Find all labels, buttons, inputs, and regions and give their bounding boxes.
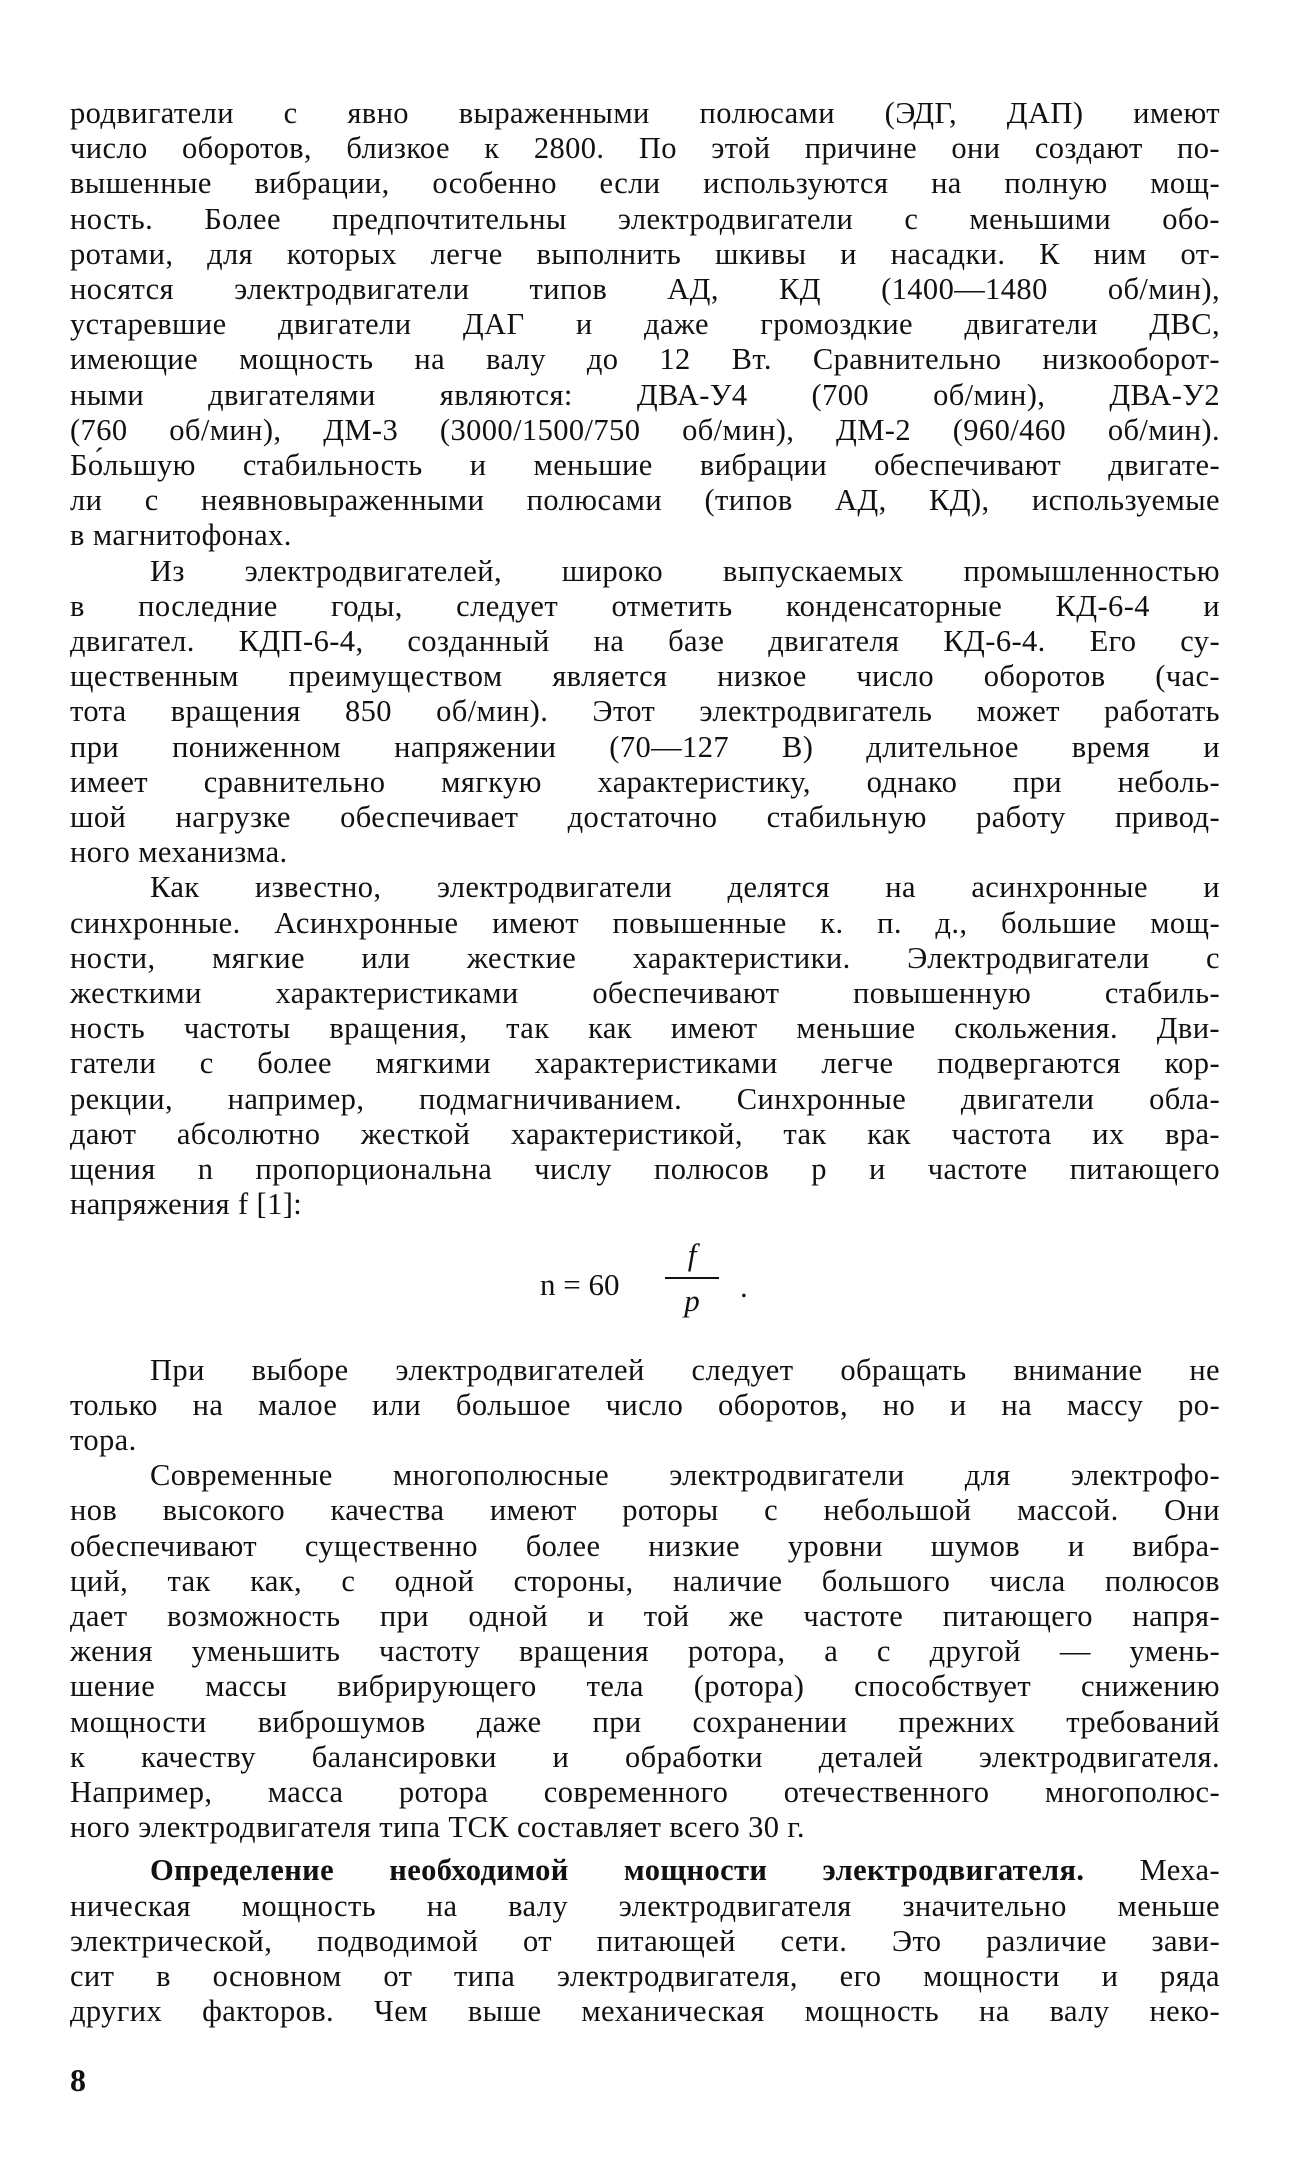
text-line: нов высокого качества имеют роторы с небольшой массой. Они bbox=[70, 1493, 1220, 1528]
text-line: сит в основном от типа электродвигателя, его мощности и ряда bbox=[70, 1958, 1220, 1993]
text-line: только на малое или большое число оборотов, но и на массу ро- bbox=[70, 1387, 1220, 1422]
formula-end: . bbox=[740, 1268, 748, 1304]
text-line: ность. Более предпочтительны электродвигатели с меньшими обо- bbox=[70, 201, 1220, 236]
text-line: родвигатели с явно выраженными полюсами (ЭДГ, ДАП) имеют bbox=[70, 96, 1220, 130]
text-line: ности, мягкие или жесткие характеристики. Электродвигатели с bbox=[70, 940, 1220, 975]
text-line: дает возможность при одной и той же частоте питающего напря- bbox=[70, 1598, 1220, 1633]
text-line: ность частоты вращения, так как имеют меньшие скольжения. Дви- bbox=[70, 1011, 1220, 1046]
text-line: число оборотов, близкое к 2800. По этой причине они создают по- bbox=[70, 131, 1220, 166]
section-heading: Определение необходимой мощности электродвигателя. bbox=[150, 1853, 1085, 1888]
text-line: синхронные. Асинхронные имеют повышенные к. п. д., большие мощ- bbox=[70, 905, 1220, 940]
text-line: ными двигателями являются: ДВА-У4 (700 об/мин), ДВА-У2 bbox=[70, 377, 1220, 412]
formula-fraction bbox=[665, 1237, 719, 1319]
formula-rotation-speed bbox=[70, 1237, 1220, 1341]
text-line: ций, так как, с одной стороны, наличие большого числа полюсов bbox=[70, 1563, 1220, 1598]
text-line: напряжения f [1]: bbox=[70, 1187, 303, 1222]
text-line: тора. bbox=[70, 1422, 137, 1457]
page-body bbox=[70, 96, 1220, 2029]
text-line: шой нагрузке обеспечивает достаточно стабильную работу привод- bbox=[70, 800, 1220, 835]
text-line: к качеству балансировки и обработки деталей электродвигателя. bbox=[70, 1739, 1220, 1774]
text-line: в последние годы, следует отметить конденсаторные КД-6-4 и bbox=[70, 588, 1220, 623]
text-line: жения уменьшить частоту вращения ротора, а с другой — умень- bbox=[70, 1634, 1220, 1669]
text-line: в магнитофонах. bbox=[70, 518, 292, 553]
paragraph-multipole-motors bbox=[70, 1458, 1220, 1845]
text-line bbox=[70, 1853, 1220, 1888]
text-line: жесткими характеристиками обеспечивают повышенную стабиль- bbox=[70, 976, 1220, 1011]
fraction-bar bbox=[665, 1277, 719, 1279]
text-line: имеющие мощность на валу до 12 Вт. Сравнительно низкооборот- bbox=[70, 342, 1220, 377]
text-line: мощности виброшумов даже при сохранении прежних требований bbox=[70, 1704, 1220, 1739]
text-line: дают абсолютно жесткой характеристикой, так как частота их вра- bbox=[70, 1116, 1220, 1151]
text-line: ротами, для которых легче выполнить шкивы и насадки. К ним от- bbox=[70, 236, 1220, 271]
text-line: гатели с более мягкими характеристиками легче подвергаются кор- bbox=[70, 1046, 1220, 1081]
text-line: двигател. КДП-6-4, созданный на базе двигателя КД-6-4. Его су- bbox=[70, 624, 1220, 659]
text-line: При выборе электродвигателей следует обращать внимание не bbox=[150, 1352, 1220, 1387]
text-line: щественным преимуществом является низкое число оборотов (час- bbox=[70, 659, 1220, 694]
text-line: Бо́льшую стабильность и меньшие вибрации обеспечивают двигате- bbox=[70, 448, 1220, 483]
page-number: 8 bbox=[70, 2062, 86, 2098]
text-line: рекции, например, подмагничиванием. Синхронные двигатели обла- bbox=[70, 1081, 1220, 1116]
text-line: ническая мощность на валу электродвигателя значительно меньше bbox=[70, 1888, 1220, 1923]
text-line: ного механизма. bbox=[70, 835, 288, 870]
paragraph-capacitor-motors bbox=[70, 554, 1220, 871]
text-line: при пониженном напряжении (70—127 В) длительное время и bbox=[70, 729, 1220, 764]
text-line: шение массы вибрирующего тела (ротора) способствует снижению bbox=[70, 1669, 1220, 1704]
formula-numerator: f bbox=[687, 1236, 697, 1272]
text-line: носятся электродвигатели типов АД, КД (1400—1480 об/мин), bbox=[70, 272, 1220, 307]
text-line: электрической, подводимой от питающей сети. Это различие зави- bbox=[70, 1923, 1220, 1958]
text-line: имеет сравнительно мягкую характеристику, однако при неболь- bbox=[70, 764, 1220, 799]
text-line: щения n пропорциональна числу полюсов p и частоте питающего bbox=[70, 1152, 1220, 1187]
text-line: Современные многополюсные электродвигатели для электрофо- bbox=[150, 1458, 1220, 1493]
paragraph-power-definition bbox=[70, 1853, 1220, 2029]
text-line: тота вращения 850 об/мин). Этот электродвигатель может работать bbox=[70, 694, 1220, 729]
formula-lhs: n = 60 bbox=[540, 1266, 620, 1302]
formula-denominator: p bbox=[684, 1282, 700, 1318]
text-line: устаревшие двигатели ДАГ и даже громоздкие двигатели ДВС, bbox=[70, 307, 1220, 342]
text-line: Из электродвигателей, широко выпускаемых промышленностью bbox=[150, 553, 1220, 588]
text-line: Например, масса ротора современного отечественного многополюс- bbox=[70, 1774, 1220, 1809]
text-line: ного электродвигателя типа ТСК составляет всего 30 г. bbox=[70, 1810, 805, 1845]
text-line: (760 об/мин), ДМ-3 (3000/1500/750 об/мин), ДМ-2 (960/460 об/мин). bbox=[70, 412, 1220, 447]
text-line: других факторов. Чем выше механическая мощность на валу неко- bbox=[70, 1994, 1220, 2029]
text-line: Как известно, электродвигатели делятся на асинхронные и bbox=[150, 870, 1220, 905]
text-line: обеспечивают существенно более низкие уровни шумов и вибра- bbox=[70, 1528, 1220, 1563]
text-line: вышенные вибрации, особенно если используются на полную мощ- bbox=[70, 166, 1220, 201]
paragraph-rotor-mass bbox=[70, 1353, 1220, 1459]
text-line: ли с неявновыраженными полюсами (типов АД, КД), используемые bbox=[70, 483, 1220, 518]
paragraph-motors-poles bbox=[70, 96, 1220, 554]
paragraph-async-sync bbox=[70, 870, 1220, 1222]
heading-line-rest: Меха- bbox=[1084, 1853, 1221, 1888]
